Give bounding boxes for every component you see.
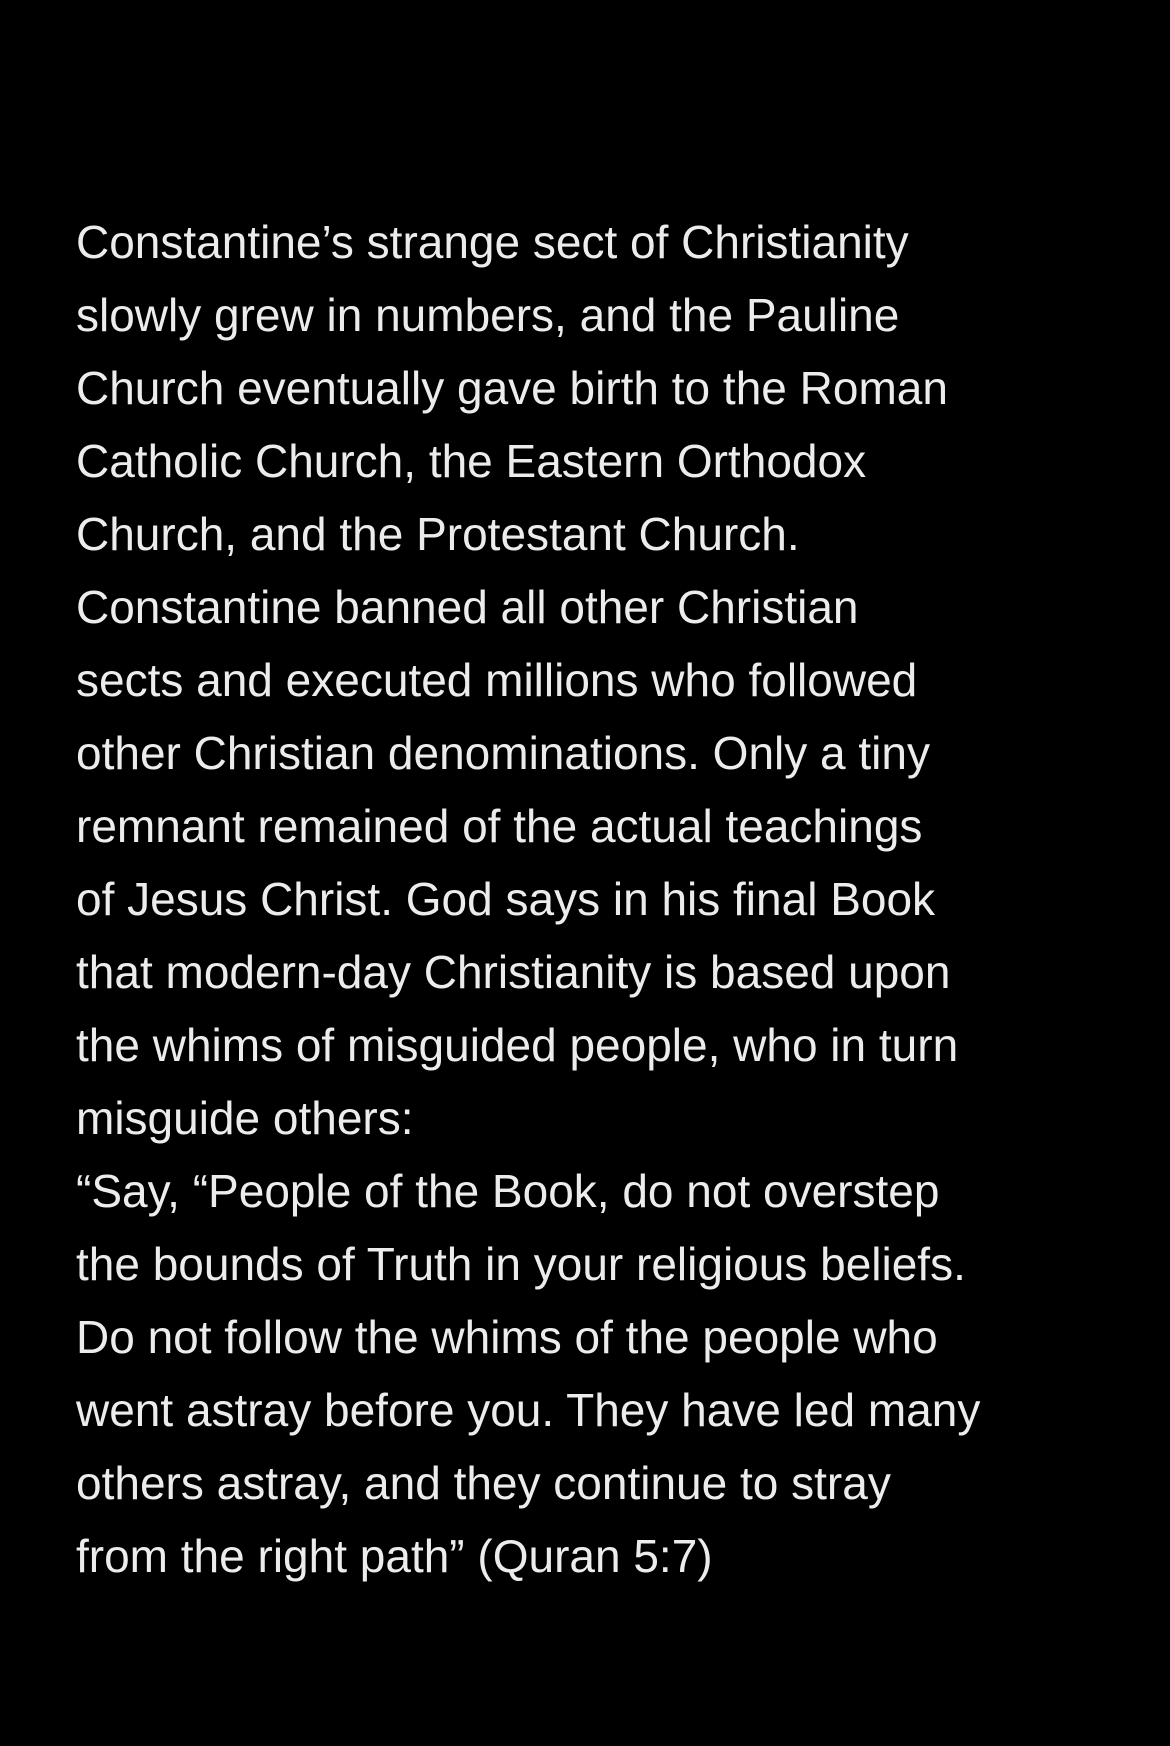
text-line: sects and executed millions who followed bbox=[76, 654, 918, 706]
text-line: Constantine banned all other Christian bbox=[76, 581, 859, 633]
quote-line: others astray, and they continue to stray bbox=[76, 1457, 891, 1509]
text-line: that modern-day Christianity is based upon bbox=[76, 946, 951, 998]
paragraph-main bbox=[76, 206, 1116, 1155]
text-line: Church eventually gave birth to the Roman bbox=[76, 362, 948, 414]
text-line: of Jesus Christ. God says in his final Book bbox=[76, 873, 936, 925]
text-line: Catholic Church, the Eastern Orthodox bbox=[76, 435, 867, 487]
text-line: other Christian denominations. Only a tiny bbox=[76, 727, 930, 779]
quote-line: from the right path” (Quran 5:7) bbox=[76, 1530, 713, 1582]
text-line: remnant remained of the actual teachings bbox=[76, 800, 923, 852]
text-line: misguide others: bbox=[76, 1092, 414, 1144]
text-line: slowly grew in numbers, and the Pauline bbox=[76, 289, 900, 341]
note-body-text bbox=[76, 206, 1116, 1593]
text-line: Church, and the Protestant Church. bbox=[76, 508, 800, 560]
text-line: the whims of misguided people, who in turn bbox=[76, 1019, 959, 1071]
quote-line: the bounds of Truth in your religious beliefs. bbox=[76, 1238, 966, 1290]
quote-block bbox=[76, 1155, 1116, 1593]
quote-line: “Say, “People of the Book, do not overstep bbox=[76, 1165, 940, 1217]
text-line: Constantine’s strange sect of Christianity bbox=[76, 216, 909, 268]
quote-line: Do not follow the whims of the people who bbox=[76, 1311, 938, 1363]
quote-line: went astray before you. They have led many bbox=[76, 1384, 981, 1436]
